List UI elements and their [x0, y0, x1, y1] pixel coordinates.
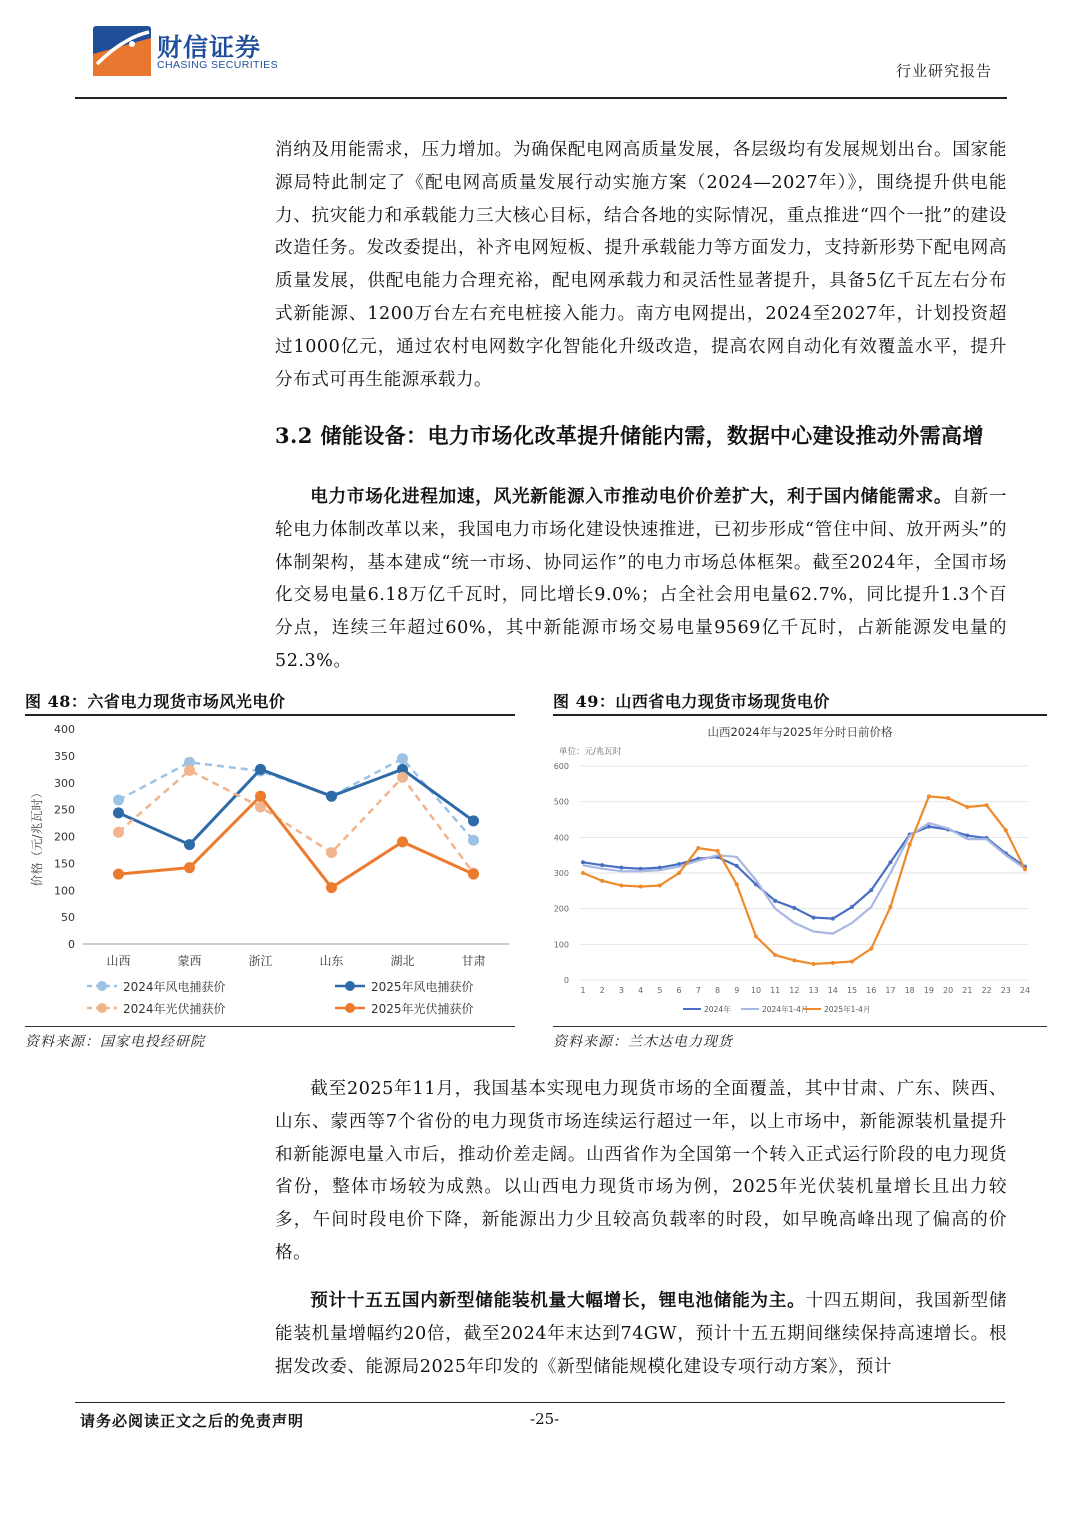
fig49-data-point	[1004, 828, 1008, 832]
fig49-y-tick-label: 400	[553, 833, 569, 843]
fig48-series-line	[119, 770, 474, 873]
footer-disclaimer: 请务必阅读正文之后的免责声明	[80, 1412, 305, 1430]
fig49-x-tick-label: 4	[638, 986, 644, 995]
fig48-x-tick-label: 浙江	[248, 954, 273, 968]
fig48-x-tick-label: 山西	[106, 954, 131, 968]
fig48-legend-label: 2025年风电捕获价	[371, 980, 474, 994]
fig49-y-tick-label: 200	[553, 904, 569, 914]
fig48-y-tick-label: 150	[54, 857, 75, 871]
fig49-x-tick-label: 14	[827, 986, 838, 995]
market-paragraph	[275, 481, 1007, 678]
fig49-data-point	[658, 883, 662, 887]
fig48-legend-swatch-marker	[345, 1003, 355, 1013]
fig48-data-point	[397, 772, 408, 783]
fig49-x-tick-label: 18	[904, 986, 915, 995]
fig49-x-tick-label: 15	[846, 986, 858, 995]
market-paragraph-body: 自新一轮电力体制改革以来，我国电力市场化建设快速推进，已初步形成“管住中间、放开两头”的体制架构，基本建成“统一市场、协同运作”的电力市场总体框架。截至2024年，全国市场化交易电量6.18万亿千瓦时，同比增长9.0%；占全社会用电量62.7%，同比提升1.3个百分点，连续三年超过60%，其中新能源市场交易电量9569亿千瓦时，占新能源发电量的52.3%。	[275, 487, 1007, 671]
fig49-data-point	[773, 899, 777, 903]
fig49-x-tick-label: 9	[734, 986, 740, 995]
fig48-data-point	[326, 847, 337, 858]
fig49-x-tick-label: 3	[618, 986, 624, 995]
fig49-data-point	[888, 860, 892, 864]
figure49-bottom-rule	[553, 1026, 1047, 1027]
fig48-data-point	[255, 764, 266, 775]
figure48-title: 图 48：六省电力现货市场风光电价	[25, 692, 286, 711]
fig49-data-point	[619, 883, 623, 887]
fig48-data-point	[326, 791, 337, 802]
fig49-x-tick-label: 2	[599, 986, 605, 995]
fig49-data-point	[831, 917, 835, 921]
fig49-data-point	[600, 863, 604, 867]
fig48-legend-swatch-marker	[97, 1003, 107, 1013]
fig49-x-tick-label: 13	[808, 986, 819, 995]
fig49-y-tick-label: 500	[553, 797, 569, 807]
fig48-legend-label: 2024年风电捕获价	[123, 980, 226, 994]
fig49-x-tick-label: 21	[962, 986, 973, 995]
fig49-data-point	[869, 947, 873, 951]
fig49-x-tick-label: 12	[789, 986, 800, 995]
fig48-data-point	[184, 839, 195, 850]
fig48-data-point	[468, 835, 479, 846]
intro-paragraph: 消纳及用能需求，压力增加。为确保配电网高质量发展，各层级均有发展规划出台。国家能源局特此制定了《配电网高质量发展行动实施方案（2024—2027年）》，围绕提升供电能力、抗灾能力和承载能力三大核心目标，结合各地的实际情况，重点推进“四个一批”的建设改造任务。发改委提出，补齐电网短板、提升承载能力等方面发力，支持新形势下配电网高质量发展，供配电能力合理充裕，配电网承载力和灵活性显著提升，具备5亿千瓦左右分布式新能源、1200万台左右充电桩接入能力。南方电网提出，2024至2027年，计划投资超过1000亿元，通过农村电网数字化智能化升级改造，提高农网自动化有效覆盖水平，提升分布式可再生能源承载力。	[275, 140, 1007, 390]
storage-paragraph-body: 十四五期间，我国新型储能装机量增幅约20倍，截至2024年末达到74GW，预计十五五期间继续保持高速增长。根据发改委、能源局2025年印发的《新型储能规模化建设专项行动方案》，预计	[275, 1291, 1007, 1377]
fig49-y-tick-label: 0	[563, 976, 569, 985]
fig49-x-tick-label: 22	[981, 986, 992, 995]
fig48-y-tick-label: 400	[54, 723, 75, 736]
fig48-data-point	[184, 765, 195, 776]
fig49-data-point	[735, 864, 739, 868]
fig49-x-tick-label: 6	[676, 986, 682, 995]
figure49-source: 资料来源：兰木达电力现货	[553, 1034, 733, 1050]
fig48-y-tick-label: 350	[54, 749, 75, 763]
fig49-data-point	[985, 803, 989, 807]
header-divider	[75, 97, 1007, 99]
fig49-x-tick-label: 1	[580, 986, 586, 995]
fig48-legend-label: 2024年光伏捕获价	[123, 1002, 226, 1016]
figure48-bottom-rule	[25, 1026, 515, 1027]
fig49-data-point	[850, 905, 854, 909]
fig48-data-point	[113, 869, 124, 880]
fig48-y-tick-label: 250	[54, 803, 75, 817]
fig49-x-tick-label: 11	[770, 986, 781, 995]
fig49-data-point	[908, 842, 912, 846]
fig49-x-tick-label: 7	[695, 986, 701, 995]
fig49-data-point	[965, 805, 969, 809]
chasing-securities-logo-icon	[93, 24, 153, 78]
fig49-data-point	[600, 879, 604, 883]
report-type-label: 行业研究报告	[895, 62, 992, 80]
fig48-x-tick-label: 甘肃	[461, 954, 486, 968]
fig48-data-point	[113, 827, 124, 838]
fig49-data-point	[946, 796, 950, 800]
fig48-data-point	[113, 794, 124, 805]
fig49-x-tick-label: 8	[714, 986, 721, 995]
figure48-source: 资料来源：国家电投经研院	[25, 1034, 205, 1050]
fig48-x-tick-label: 湖北	[390, 954, 415, 968]
fig48-y-tick-label: 100	[54, 884, 75, 898]
storage-paragraph	[275, 1285, 1007, 1383]
spot-market-paragraph: 截至2025年11月，我国基本实现电力现货市场的全面覆盖，其中甘肃、广东、陕西、山东、蒙西等7个省份的电力现货市场连续运行超过一年，以上市场中，新能源装机量提升和新能源电量入市后，推动价差走阔。山西省作为全国第一个转入正式运行阶段的电力现货省份，整体市场较为成熟。以山西电力现货市场为例，2025年光伏装机量增长且出力较多，午间时段电价下降，新能源出力少且较高负载率的时段，如早晚高峰出现了偏高的价格。	[275, 1079, 1007, 1263]
page-header	[0, 0, 1080, 100]
fig48-y-tick-label: 200	[54, 830, 75, 844]
page-number: -25-	[530, 1410, 560, 1428]
fig49-data-point	[965, 834, 969, 838]
fig49-chart-title: 山西2024年与2025年分时日前价格	[707, 725, 893, 739]
fig49-data-point	[812, 916, 816, 920]
fig49-data-point	[792, 958, 796, 962]
fig48-data-point	[397, 753, 408, 764]
figure49-line-chart	[553, 716, 1047, 1026]
fig49-data-point	[754, 934, 758, 938]
fig49-y-tick-label: 300	[553, 869, 569, 878]
fig48-legend-swatch-marker	[97, 981, 107, 991]
fig48-x-tick-label: 蒙西	[177, 954, 202, 968]
fig48-legend-label: 2025年光伏捕获价	[371, 1002, 474, 1016]
figure48-line-chart	[25, 716, 515, 1026]
fig48-y-tick-label: 0	[68, 938, 75, 951]
fig49-data-point	[581, 860, 585, 864]
fig49-legend-label: 2025年1-4月	[824, 1005, 871, 1014]
fig48-x-tick-label: 山东	[319, 954, 344, 968]
fig49-x-tick-label: 5	[657, 986, 663, 995]
logo-dot	[129, 41, 135, 47]
fig49-x-tick-label: 10	[750, 986, 762, 995]
fig49-x-tick-label: 19	[923, 986, 935, 995]
fig49-data-point	[773, 953, 777, 957]
fig49-x-tick-label: 17	[885, 986, 896, 995]
fig49-data-point	[716, 849, 720, 853]
fig49-x-tick-label: 23	[1000, 986, 1011, 995]
fig48-y-tick-label: 300	[54, 776, 75, 790]
fig49-y-tick-label: 600	[553, 762, 569, 771]
section-title: 3.2 储能设备：电力市场化改革提升储能内需，数据中心建设推动外需高增	[275, 423, 984, 448]
fig49-x-tick-label: 16	[866, 986, 877, 995]
fig48-data-point	[326, 882, 337, 893]
fig49-data-point	[850, 959, 854, 963]
fig49-legend-label: 2024年1-4月	[762, 1005, 809, 1014]
fig49-data-point	[831, 961, 835, 965]
fig48-data-point	[468, 869, 479, 880]
fig49-data-point	[581, 871, 585, 875]
fig48-data-point	[255, 791, 266, 802]
fig49-data-point	[677, 871, 681, 875]
storage-paragraph-lead: 预计十五五国内新型储能装机量大幅增长，锂电池储能为主。	[310, 1290, 806, 1311]
fig48-y-tick-label: 50	[61, 911, 75, 925]
fig48-data-point	[184, 862, 195, 873]
fig49-series-line	[583, 796, 1025, 964]
fig49-data-point	[869, 888, 873, 892]
fig49-data-point	[792, 906, 796, 910]
figure49-title: 图 49：山西省电力现货市场现货电价	[553, 692, 830, 711]
fig49-data-point	[735, 882, 739, 886]
fig48-data-point	[113, 807, 124, 818]
fig48-data-point	[397, 836, 408, 847]
fig49-y-tick-label: 100	[553, 940, 569, 950]
fig49-data-point	[1023, 867, 1027, 871]
fig48-series-line	[119, 796, 474, 887]
brand-name-cn: 财信证券	[157, 33, 262, 62]
fig49-data-point	[639, 885, 643, 889]
fig48-data-point	[468, 815, 479, 826]
fig49-x-tick-label: 24	[1019, 986, 1031, 995]
brand-name-en: CHASING SECURITIES	[157, 59, 278, 71]
fig49-unit-label: 单位：元/兆瓦时	[559, 747, 622, 757]
fig49-series-line	[583, 823, 1025, 934]
footer-divider	[75, 1402, 1005, 1403]
fig49-data-point	[812, 962, 816, 966]
fig48-legend-swatch-marker	[345, 981, 355, 991]
fig49-data-point	[927, 794, 931, 798]
fig49-x-tick-label: 20	[943, 986, 954, 995]
fig48-y-axis-label: 价格（元/兆瓦时）	[30, 786, 44, 887]
fig49-data-point	[888, 905, 892, 909]
fig48-series-line	[119, 769, 474, 844]
fig49-data-point	[696, 846, 700, 850]
market-paragraph-lead: 电力市场化进程加速，风光新能源入市推动电价价差扩大，利于国内储能需求。	[310, 486, 953, 507]
fig49-legend-label: 2024年	[704, 1005, 731, 1014]
fig49-data-point	[619, 866, 623, 870]
